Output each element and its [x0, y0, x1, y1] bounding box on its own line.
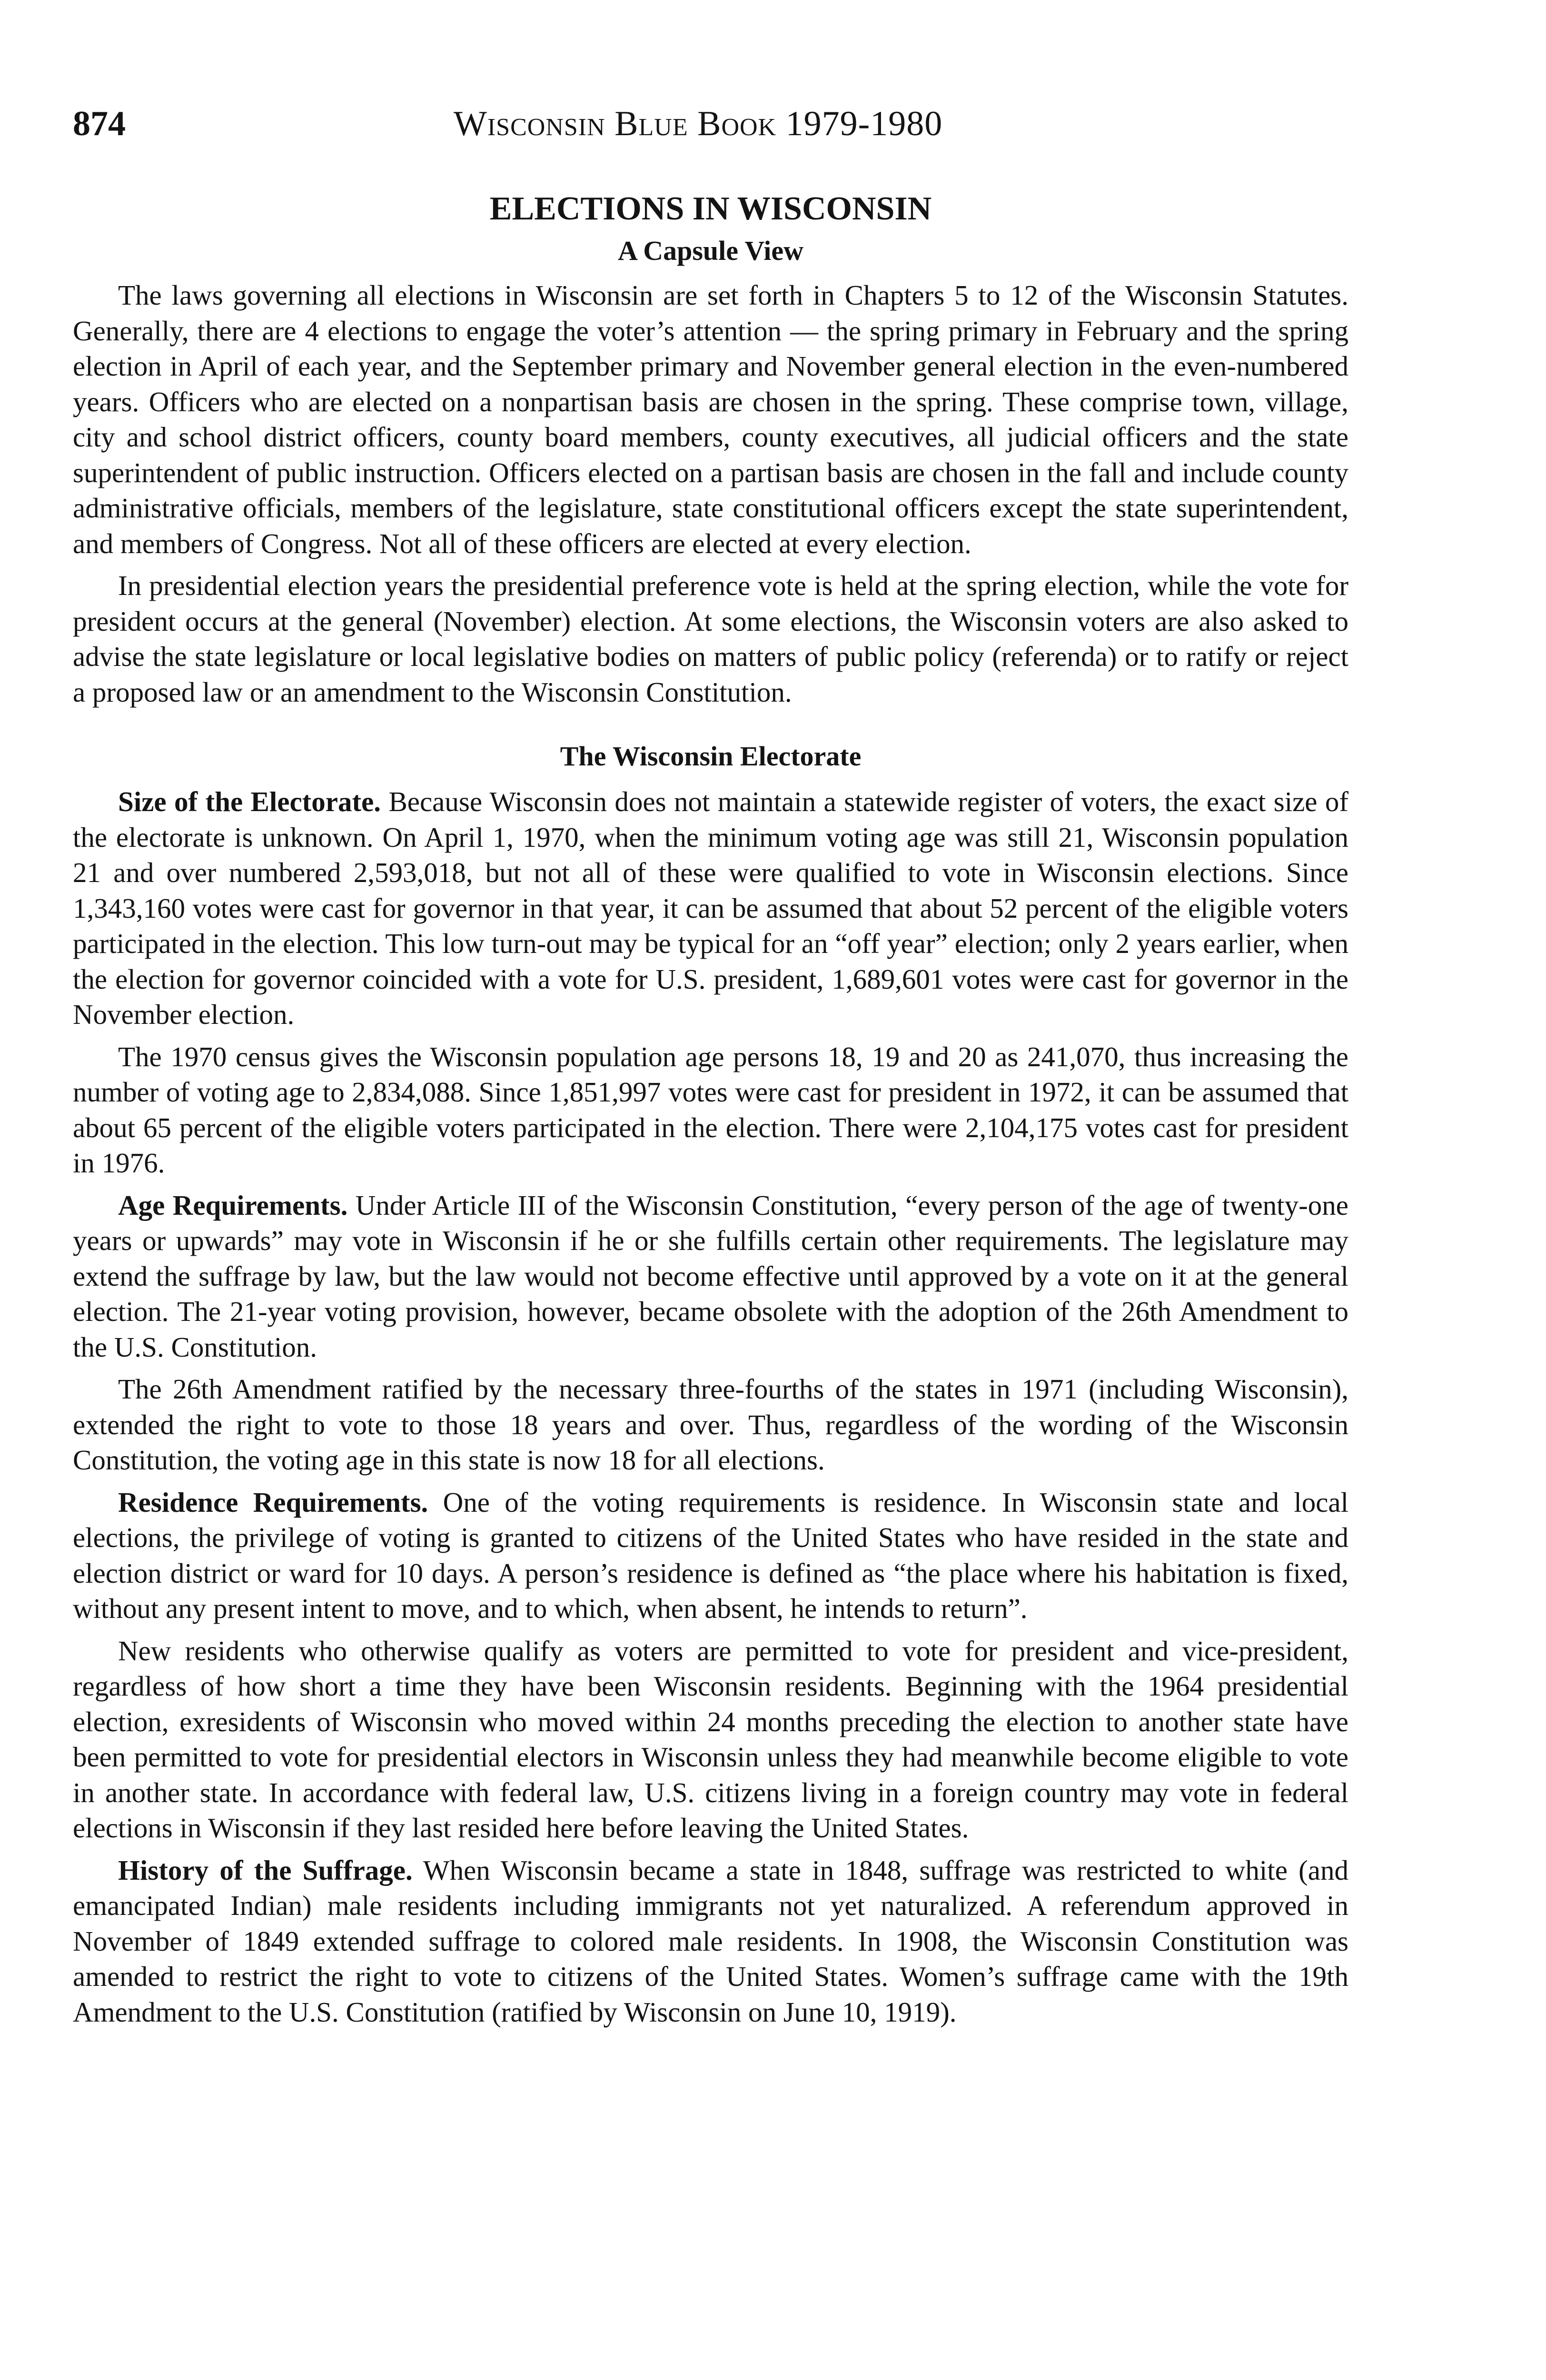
- article-subtitle: A Capsule View: [618, 235, 803, 266]
- history-run-in-heading: History of the Suffrage.: [118, 1854, 413, 1886]
- age-run-in-heading: Age Requirements.: [118, 1189, 348, 1221]
- size-paragraph: [73, 784, 1348, 1032]
- history-paragraph-text: When Wisconsin became a state in 1848, suffrage was restricted to white (and emancipated Indian) male residents including immigrants not yet naturalized. A referendum approved in November of 1849 extended suffrage to colored male residents. In 1908, the Wisconsin Constitution was amended to restrict the right to vote to citizens of the United States. Women’s suffrage came with the 19th Amendment to the U.S. Constitution (ratified by Wisconsin on June 10, 1919).: [73, 1854, 1348, 2028]
- size-followup-paragraph: The 1970 census gives the Wisconsin population age persons 18, 19 and 20 as 241,070, thus increasing the number of voting age to 2,834,088. Since 1,851,997 votes were cast for president in 1972, it can be assumed that about 65 percent of the eligible voters participated in the election. There were 2,104,175 votes cast for president in 1976.: [73, 1041, 1348, 1179]
- residence-paragraph: [73, 1485, 1348, 1626]
- size-run-in-heading: Size of the Electorate.: [118, 786, 381, 817]
- page-header: [73, 102, 1348, 155]
- age-followup-paragraph: The 26th Amendment ratified by the necessary three-fourths of the states in 1971 (including Wisconsin), extended the right to vote to those 18 years and over. Thus, regardless of the wording of the Wisconsin Constitution, the voting age in this state is now 18 for all elections.: [73, 1373, 1348, 1476]
- residence-paragraph-text: One of the voting requirements is residence. In Wisconsin state and local elections, the privilege of voting is granted to citizens of the United States who have resided in the state and election district or ward for 10 days. A person’s residence is defined as “the place where his habitation is fixed, without any present intent to move, and to which, when absent, he intends to return”.: [73, 1486, 1348, 1624]
- age-paragraph-text: Under Article III of the Wisconsin Constitution, “every person of the age of twenty-one years or upwards” may vote in Wisconsin if he or she fulfills certain other requirements. The legislature may extend the suffrage by law, but the law would not become effective until approved by a vote on it at the general election. The 21-year voting provision, however, became obsolete with the adoption of the 26th Amendment to the U.S. Constitution.: [73, 1189, 1348, 1363]
- size-paragraph-text: Because Wisconsin does not maintain a statewide register of voters, the exact size of the electorate is unknown. On April 1, 1970, when the minimum voting age was still 21, Wisconsin population 21 and over numbered 2,593,018, but not all of these were qualified to vote in Wisconsin elections. Since 1,343,160 votes were cast for governor in that year, it can be assumed that about 52 percent of the eligible voters participated in the election. This low turn-out may be typical for an “off year” election; only 2 years earlier, when the election for governor coincided with a vote for U.S. president, 1,689,601 votes were cast for governor in the November election.: [73, 786, 1348, 1030]
- article-body: [73, 188, 1348, 2036]
- intro-paragraph: In presidential election years the presidential preference vote is held at the spring election, while the vote for president occurs at the general (November) election. At some elections, the Wisconsin voters are also asked to advise the state legislature or local legislative bodies on matters of public policy (referenda) or to ratify or reject a proposed law or an amendment to the Wisconsin Constitution.: [73, 570, 1348, 708]
- residence-run-in-heading: Residence Requirements.: [118, 1486, 428, 1518]
- section-heading: The Wisconsin Electorate: [560, 741, 862, 772]
- residence-followup-paragraph: New residents who otherwise qualify as voters are permitted to vote for president and vice-president, regardless of how short a time they have been Wisconsin residents. Beginning with the 1964 presidential election, exresidents of Wisconsin who moved within 24 months preceding the election to another state have been permitted to vote for presidential electors in Wisconsin unless they had meanwhile become eligible to vote in another state. In accordance with federal law, U.S. citizens living in a foreign country may vote in federal elections in Wisconsin if they last resided here before leaving the United States.: [73, 1635, 1348, 1844]
- page-number: 874: [73, 104, 126, 143]
- running-head: Wisconsin Blue Book 1979-1980: [454, 104, 943, 143]
- intro-paragraph: The laws governing all elections in Wisconsin are set forth in Chapters 5 to 12 of the Wisconsin Statutes. Generally, there are 4 elections to engage the voter’s attention — the spring primary in February and the spring election in April of each year, and the September primary and November general election in the even-numbered years. Officers who are elected on a nonpartisan basis are chosen in the spring. These comprise town, village, city and school district officers, county board members, county executives, all judicial officers and the state superintendent of public instruction. Officers elected on a partisan basis are chosen in the fall and include county administrative officials, members of the legislature, state constitutional officers except the state superintendent, and members of Congress. Not all of these officers are elected at every election.: [73, 279, 1348, 559]
- article-title: ELECTIONS IN WISCONSIN: [489, 190, 932, 227]
- age-paragraph: [73, 1188, 1348, 1365]
- history-paragraph: [73, 1853, 1348, 2030]
